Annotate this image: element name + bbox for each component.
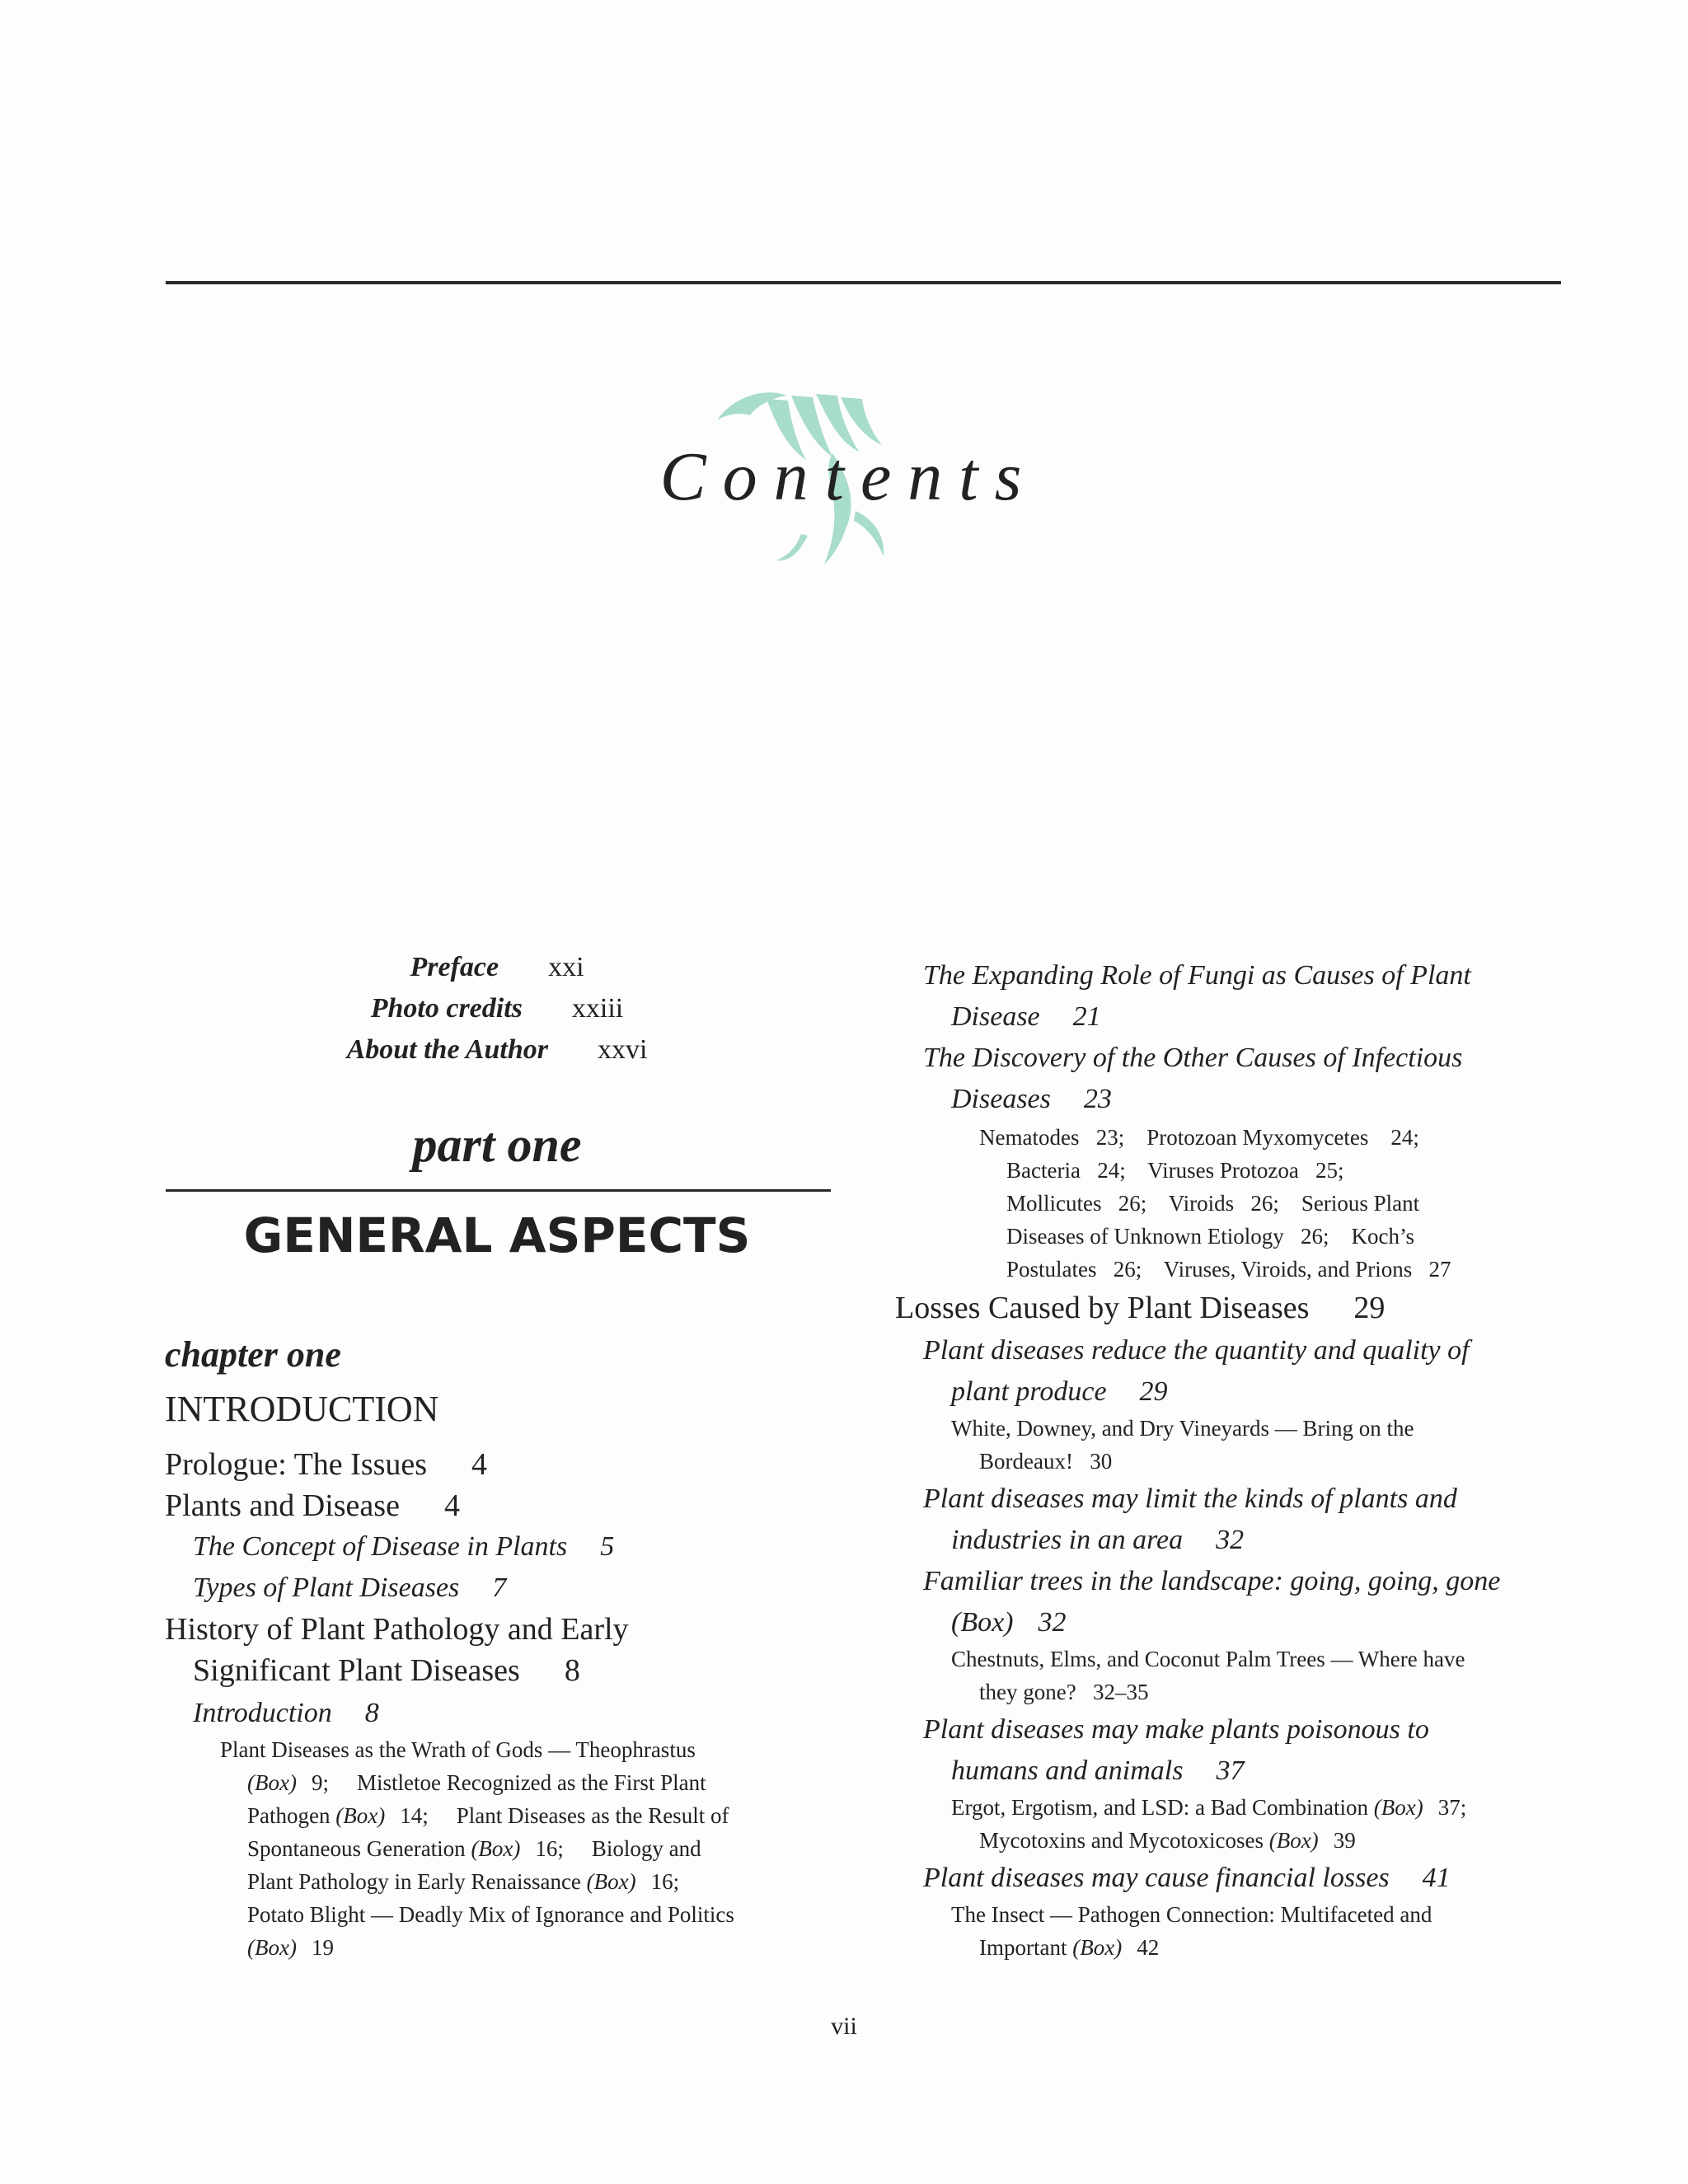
front-matter-label: About the Author bbox=[346, 1034, 548, 1065]
toc-entry-losses[interactable] bbox=[895, 1290, 1385, 1326]
toc-entry-poison-cont[interactable] bbox=[951, 1755, 1244, 1787]
toc-entry-fungi[interactable] bbox=[923, 960, 1471, 991]
toc-entry-text: Significant Plant Diseases bbox=[193, 1653, 520, 1688]
front-matter-label: Preface bbox=[410, 952, 499, 982]
toc-entry-reduce-cont[interactable] bbox=[951, 1376, 1168, 1408]
toc-entry-reduce[interactable] bbox=[923, 1335, 1470, 1366]
toc-entry-text: Losses Caused by Plant Diseases bbox=[895, 1291, 1310, 1325]
toc-entry-text: The Concept of Disease in Plants bbox=[193, 1531, 568, 1562]
toc-entry-page: 32 bbox=[1038, 1607, 1067, 1638]
toc-box-text: Plant Diseases as the Result of bbox=[456, 1803, 729, 1828]
part-label: part one bbox=[412, 1118, 582, 1172]
toc-entry-history[interactable] bbox=[165, 1611, 629, 1647]
front-matter-photo-credits[interactable] bbox=[165, 993, 829, 1024]
toc-entry-text: plant produce bbox=[951, 1376, 1107, 1407]
toc-entry-text: Plant diseases reduce the quantity and quality of bbox=[923, 1335, 1470, 1366]
toc-entry-text: humans and animals bbox=[951, 1755, 1184, 1786]
toc-box-text: Plant Diseases as the Wrath of Gods — Theophrastus bbox=[220, 1737, 696, 1762]
toc-sub-page: 37; bbox=[1437, 1795, 1467, 1820]
toc-entry-fungi-cont[interactable] bbox=[951, 1001, 1101, 1033]
toc-entry-page: 5 bbox=[600, 1531, 615, 1562]
box-tag: (Box) bbox=[247, 1935, 297, 1960]
toc-box-page: 9; bbox=[311, 1770, 329, 1795]
toc-box-page: 16; bbox=[650, 1869, 680, 1894]
toc-entry-plants-disease[interactable] bbox=[165, 1488, 460, 1524]
toc-sub-line: Diseases of Unknown Etiology 26; Koch’s bbox=[1006, 1224, 1414, 1249]
toc-box-text: Pathogen bbox=[247, 1803, 331, 1828]
box-tag: (Box) bbox=[1268, 1828, 1319, 1853]
toc-box-line bbox=[247, 1869, 679, 1895]
front-matter-about-author[interactable] bbox=[165, 1034, 829, 1066]
toc-entry-text: Familiar trees in the landscape: going, going, gone bbox=[923, 1566, 1501, 1596]
toc-sub-line: Chestnuts, Elms, and Coconut Palm Trees — Where have bbox=[951, 1647, 1465, 1671]
toc-sub-line: Nematodes 23; Protozoan Myxomycetes 24; bbox=[979, 1125, 1419, 1150]
toc-box-line bbox=[247, 1803, 729, 1829]
front-matter-label: Photo credits bbox=[370, 993, 523, 1024]
toc-entry-text: Disease bbox=[951, 1001, 1040, 1032]
front-matter-page: xxi bbox=[548, 952, 584, 982]
toc-entry-limit[interactable] bbox=[923, 1483, 1457, 1515]
toc-sub-line: Bacteria 24; Viruses Protozoa 25; bbox=[1006, 1158, 1344, 1183]
toc-box-page: 16; bbox=[535, 1836, 564, 1861]
toc-box-page: 14; bbox=[400, 1803, 429, 1828]
front-matter-page: xxvi bbox=[597, 1034, 648, 1065]
toc-entry-concept[interactable] bbox=[193, 1531, 614, 1563]
toc-entry-page: 23 bbox=[1083, 1084, 1112, 1114]
toc-entry-page: 4 bbox=[471, 1447, 488, 1482]
toc-entry-text: (Box) bbox=[951, 1607, 1014, 1638]
box-tag: (Box) bbox=[1072, 1935, 1123, 1960]
toc-entry-page: 8 bbox=[364, 1698, 379, 1728]
toc-entry-trees-cont[interactable] bbox=[951, 1607, 1067, 1638]
front-matter-preface[interactable] bbox=[165, 952, 829, 983]
toc-sub-line: The Insect — Pathogen Connection: Multifaceted and bbox=[951, 1902, 1432, 1927]
toc-entry-text: The Discovery of the Other Causes of Infectious bbox=[923, 1043, 1463, 1073]
toc-sub-text: Mycotoxins and Mycotoxicoses bbox=[979, 1828, 1264, 1853]
toc-entry-page: 8 bbox=[564, 1653, 580, 1688]
toc-sub-line bbox=[979, 1828, 1356, 1854]
toc-entry-text: Plant diseases may limit the kinds of plants and bbox=[923, 1483, 1457, 1514]
toc-entry-text: The Expanding Role of Fungi as Causes of Plant bbox=[923, 960, 1471, 991]
toc-entry-page: 32 bbox=[1216, 1525, 1245, 1555]
toc-entry-prologue[interactable] bbox=[165, 1446, 487, 1483]
toc-entry-text: Plant diseases may cause financial losses bbox=[923, 1863, 1390, 1893]
toc-entry-history-cont[interactable] bbox=[193, 1652, 580, 1689]
toc-sub-line: Mollicutes 26; Viroids 26; Serious Plant bbox=[1006, 1191, 1420, 1216]
toc-entry-text: Types of Plant Diseases bbox=[193, 1572, 460, 1603]
toc-sub-line: Bordeaux! 30 bbox=[979, 1449, 1113, 1474]
box-tag: (Box) bbox=[335, 1803, 386, 1828]
toc-entry-text: industries in an area bbox=[951, 1525, 1184, 1555]
toc-box-line bbox=[247, 1770, 706, 1796]
toc-box-line bbox=[247, 1935, 334, 1961]
toc-sub-line: Postulates 26; Viruses, Viroids, and Prions 27 bbox=[1006, 1257, 1451, 1282]
toc-box-text: Mistletoe Recognized as the First Plant bbox=[356, 1770, 706, 1795]
box-tag: (Box) bbox=[586, 1869, 636, 1894]
toc-entry-page: 7 bbox=[492, 1572, 507, 1603]
toc-entry-trees[interactable] bbox=[923, 1566, 1500, 1597]
toc-sub-line bbox=[979, 1935, 1159, 1961]
toc-entry-poison[interactable] bbox=[923, 1714, 1429, 1746]
toc-sub-page: 42 bbox=[1137, 1935, 1160, 1960]
front-matter-page: xxiii bbox=[571, 993, 624, 1024]
chapter-label: chapter one bbox=[165, 1334, 341, 1375]
toc-entry-text: Plants and Disease bbox=[165, 1488, 400, 1523]
toc-entry-page: 21 bbox=[1072, 1001, 1101, 1032]
toc-box-page: 19 bbox=[311, 1935, 334, 1960]
box-tag: (Box) bbox=[1373, 1795, 1423, 1820]
toc-entry-text: History of Plant Pathology and Early bbox=[165, 1612, 629, 1647]
box-tag: (Box) bbox=[471, 1836, 521, 1861]
toc-box-line bbox=[247, 1902, 734, 1928]
toc-entry-limit-cont[interactable] bbox=[951, 1525, 1244, 1556]
toc-box-text: Plant Pathology in Early Renaissance bbox=[247, 1869, 581, 1894]
toc-sub-line: White, Downey, and Dry Vineyards — Bring on the bbox=[951, 1416, 1414, 1441]
box-tag: (Box) bbox=[247, 1770, 297, 1795]
toc-entry-page: 4 bbox=[443, 1488, 460, 1523]
toc-entry-other-causes-cont[interactable] bbox=[951, 1084, 1112, 1115]
toc-sub-text: Important bbox=[979, 1935, 1067, 1960]
toc-box-text: Spontaneous Generation bbox=[247, 1836, 466, 1861]
page-number: vii bbox=[831, 2013, 857, 2040]
toc-sub-page: 39 bbox=[1333, 1828, 1356, 1853]
top-rule bbox=[166, 281, 1561, 284]
toc-sub-text: Ergot, Ergotism, and LSD: a Bad Combination bbox=[951, 1795, 1368, 1820]
toc-box-line bbox=[220, 1737, 696, 1763]
toc-sub-line: they gone? 32–35 bbox=[979, 1680, 1149, 1704]
toc-sub-line bbox=[951, 1795, 1466, 1821]
toc-entry-page: 29 bbox=[1353, 1291, 1386, 1325]
toc-entry-types[interactable] bbox=[193, 1572, 506, 1604]
toc-entry-text: Plant diseases may make plants poisonous to bbox=[923, 1714, 1429, 1745]
chapter-title: INTRODUCTION bbox=[165, 1389, 439, 1429]
toc-entry-other-causes[interactable] bbox=[923, 1043, 1462, 1074]
toc-entry-page: 37 bbox=[1216, 1755, 1245, 1786]
toc-box-line bbox=[247, 1836, 701, 1862]
toc-entry-page: 29 bbox=[1139, 1376, 1168, 1407]
toc-box-text: Biology and bbox=[591, 1836, 701, 1861]
toc-entry-financial[interactable] bbox=[923, 1863, 1451, 1894]
page-title: Contents bbox=[659, 438, 1039, 515]
part-title: GENERAL ASPECTS bbox=[243, 1207, 751, 1263]
toc-entry-page: 41 bbox=[1422, 1863, 1451, 1893]
toc-entry-introduction[interactable] bbox=[193, 1698, 379, 1729]
toc-box-text: Potato Blight — Deadly Mix of Ignorance and Politics bbox=[247, 1902, 734, 1927]
toc-entry-text: Prologue: The Issues bbox=[165, 1447, 428, 1482]
part-rule bbox=[166, 1189, 831, 1192]
toc-entry-text: Diseases bbox=[951, 1084, 1051, 1114]
toc-entry-text: Introduction bbox=[193, 1698, 332, 1728]
